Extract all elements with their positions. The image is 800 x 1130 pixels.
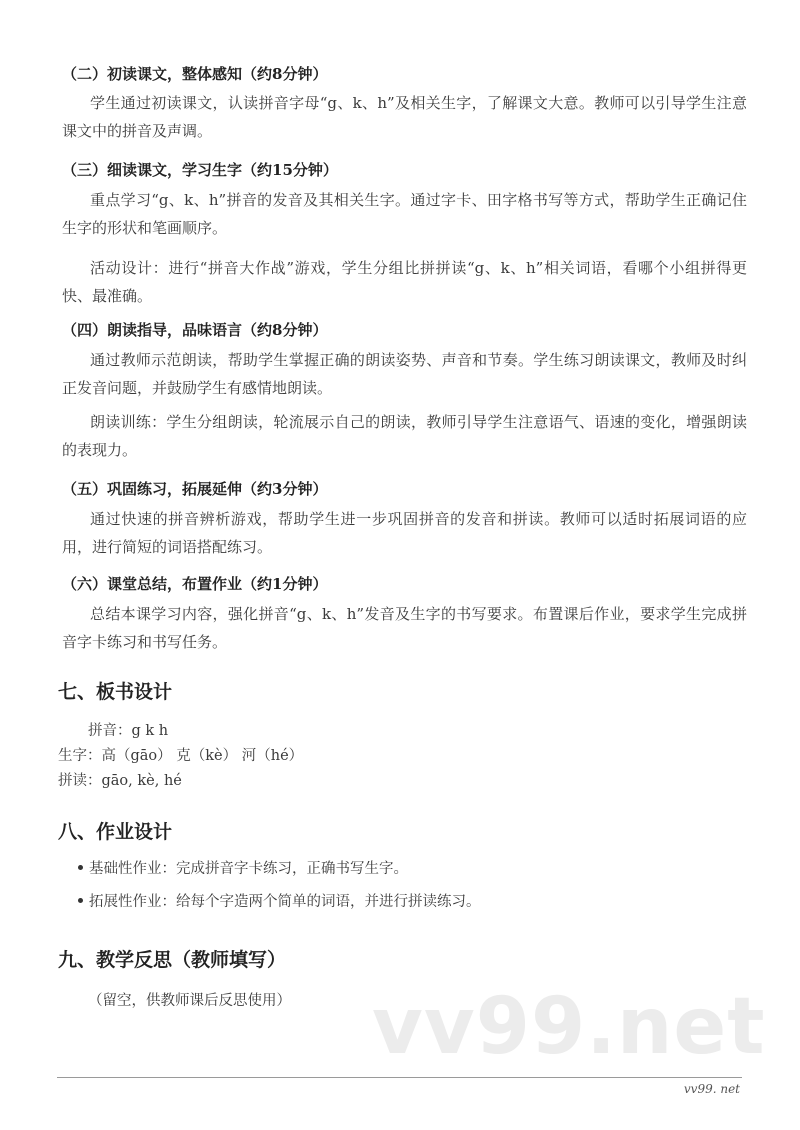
board-characters-line: 生字：高（gāo） 克（kè） 河（hé） [58, 748, 304, 764]
board-design-heading: 七、板书设计 [58, 681, 173, 703]
homework-item-text: 基础性作业：完成拼音字卡练习，正确书写生字。 [89, 861, 408, 877]
section-heading-4: （四）朗读指导，品味语言（约8分钟） [62, 321, 328, 339]
reflection-heading: 九、教学反思（教师填写） [58, 949, 287, 971]
bullet-icon [78, 898, 83, 903]
watermark-logo: vv99.net [372, 982, 766, 1072]
homework-item [78, 857, 408, 878]
section-4-paragraph-1: 通过教师示范朗读，帮助学生掌握正确的朗读姿势、声音和节奏。学生练习朗读课文，教师及时纠正发音问题，并鼓励学生有感情地朗读。 [62, 351, 747, 397]
section-3-paragraph-2: 活动设计：进行“拼音大作战”游戏，学生分组比拼拼读“g、k、h”相关词语，看哪个小组拼得更快、最准确。 [62, 259, 747, 305]
section-4-paragraph-2: 朗读训练：学生分组朗读，轮流展示自己的朗读，教师引导学生注意语气、语速的变化，增强朗读的表现力。 [62, 413, 747, 459]
board-pinyin-line: 拼音：g k h [88, 723, 169, 739]
footer-site-label: vv99. net [683, 1082, 740, 1096]
section-3-paragraph-1: 重点学习“g、k、h”拼音的发音及其相关生字。通过字卡、田字格书写等方式，帮助学生正确记住生字的形状和笔画顺序。 [62, 191, 747, 237]
bullet-icon [78, 865, 83, 870]
section-5-paragraph-1: 通过快速的拼音辨析游戏，帮助学生进一步巩固拼音的发音和拼读。教师可以适时拓展词语的应用，进行简短的词语搭配练习。 [62, 510, 747, 556]
section-heading-3: （三）细读课文，学习生字（约15分钟） [62, 161, 338, 179]
section-heading-6: （六）课堂总结，布置作业（约1分钟） [62, 575, 328, 593]
homework-item [78, 890, 481, 911]
section-6-paragraph-1: 总结本课学习内容，强化拼音“g、k、h”发音及生字的书写要求。布置课后作业，要求学生完成拼音字卡练习和书写任务。 [62, 605, 747, 651]
section-heading-5: （五）巩固练习，拓展延伸（约3分钟） [62, 480, 328, 498]
board-reading-line: 拼读：gāo, kè, hé [58, 773, 182, 789]
homework-item-text: 拓展性作业：给每个字造两个简单的词语，并进行拼读练习。 [89, 894, 481, 910]
homework-heading: 八、作业设计 [58, 821, 173, 843]
section-heading-2: （二）初读课文，整体感知（约8分钟） [62, 65, 328, 83]
reflection-note: （留空，供教师课后反思使用） [88, 993, 291, 1009]
footer-divider [57, 1077, 742, 1078]
section-2-paragraph-1: 学生通过初读课文，认读拼音字母“g、k、h”及相关生字，了解课文大意。教师可以引导学生注意课文中的拼音及声调。 [62, 94, 747, 140]
